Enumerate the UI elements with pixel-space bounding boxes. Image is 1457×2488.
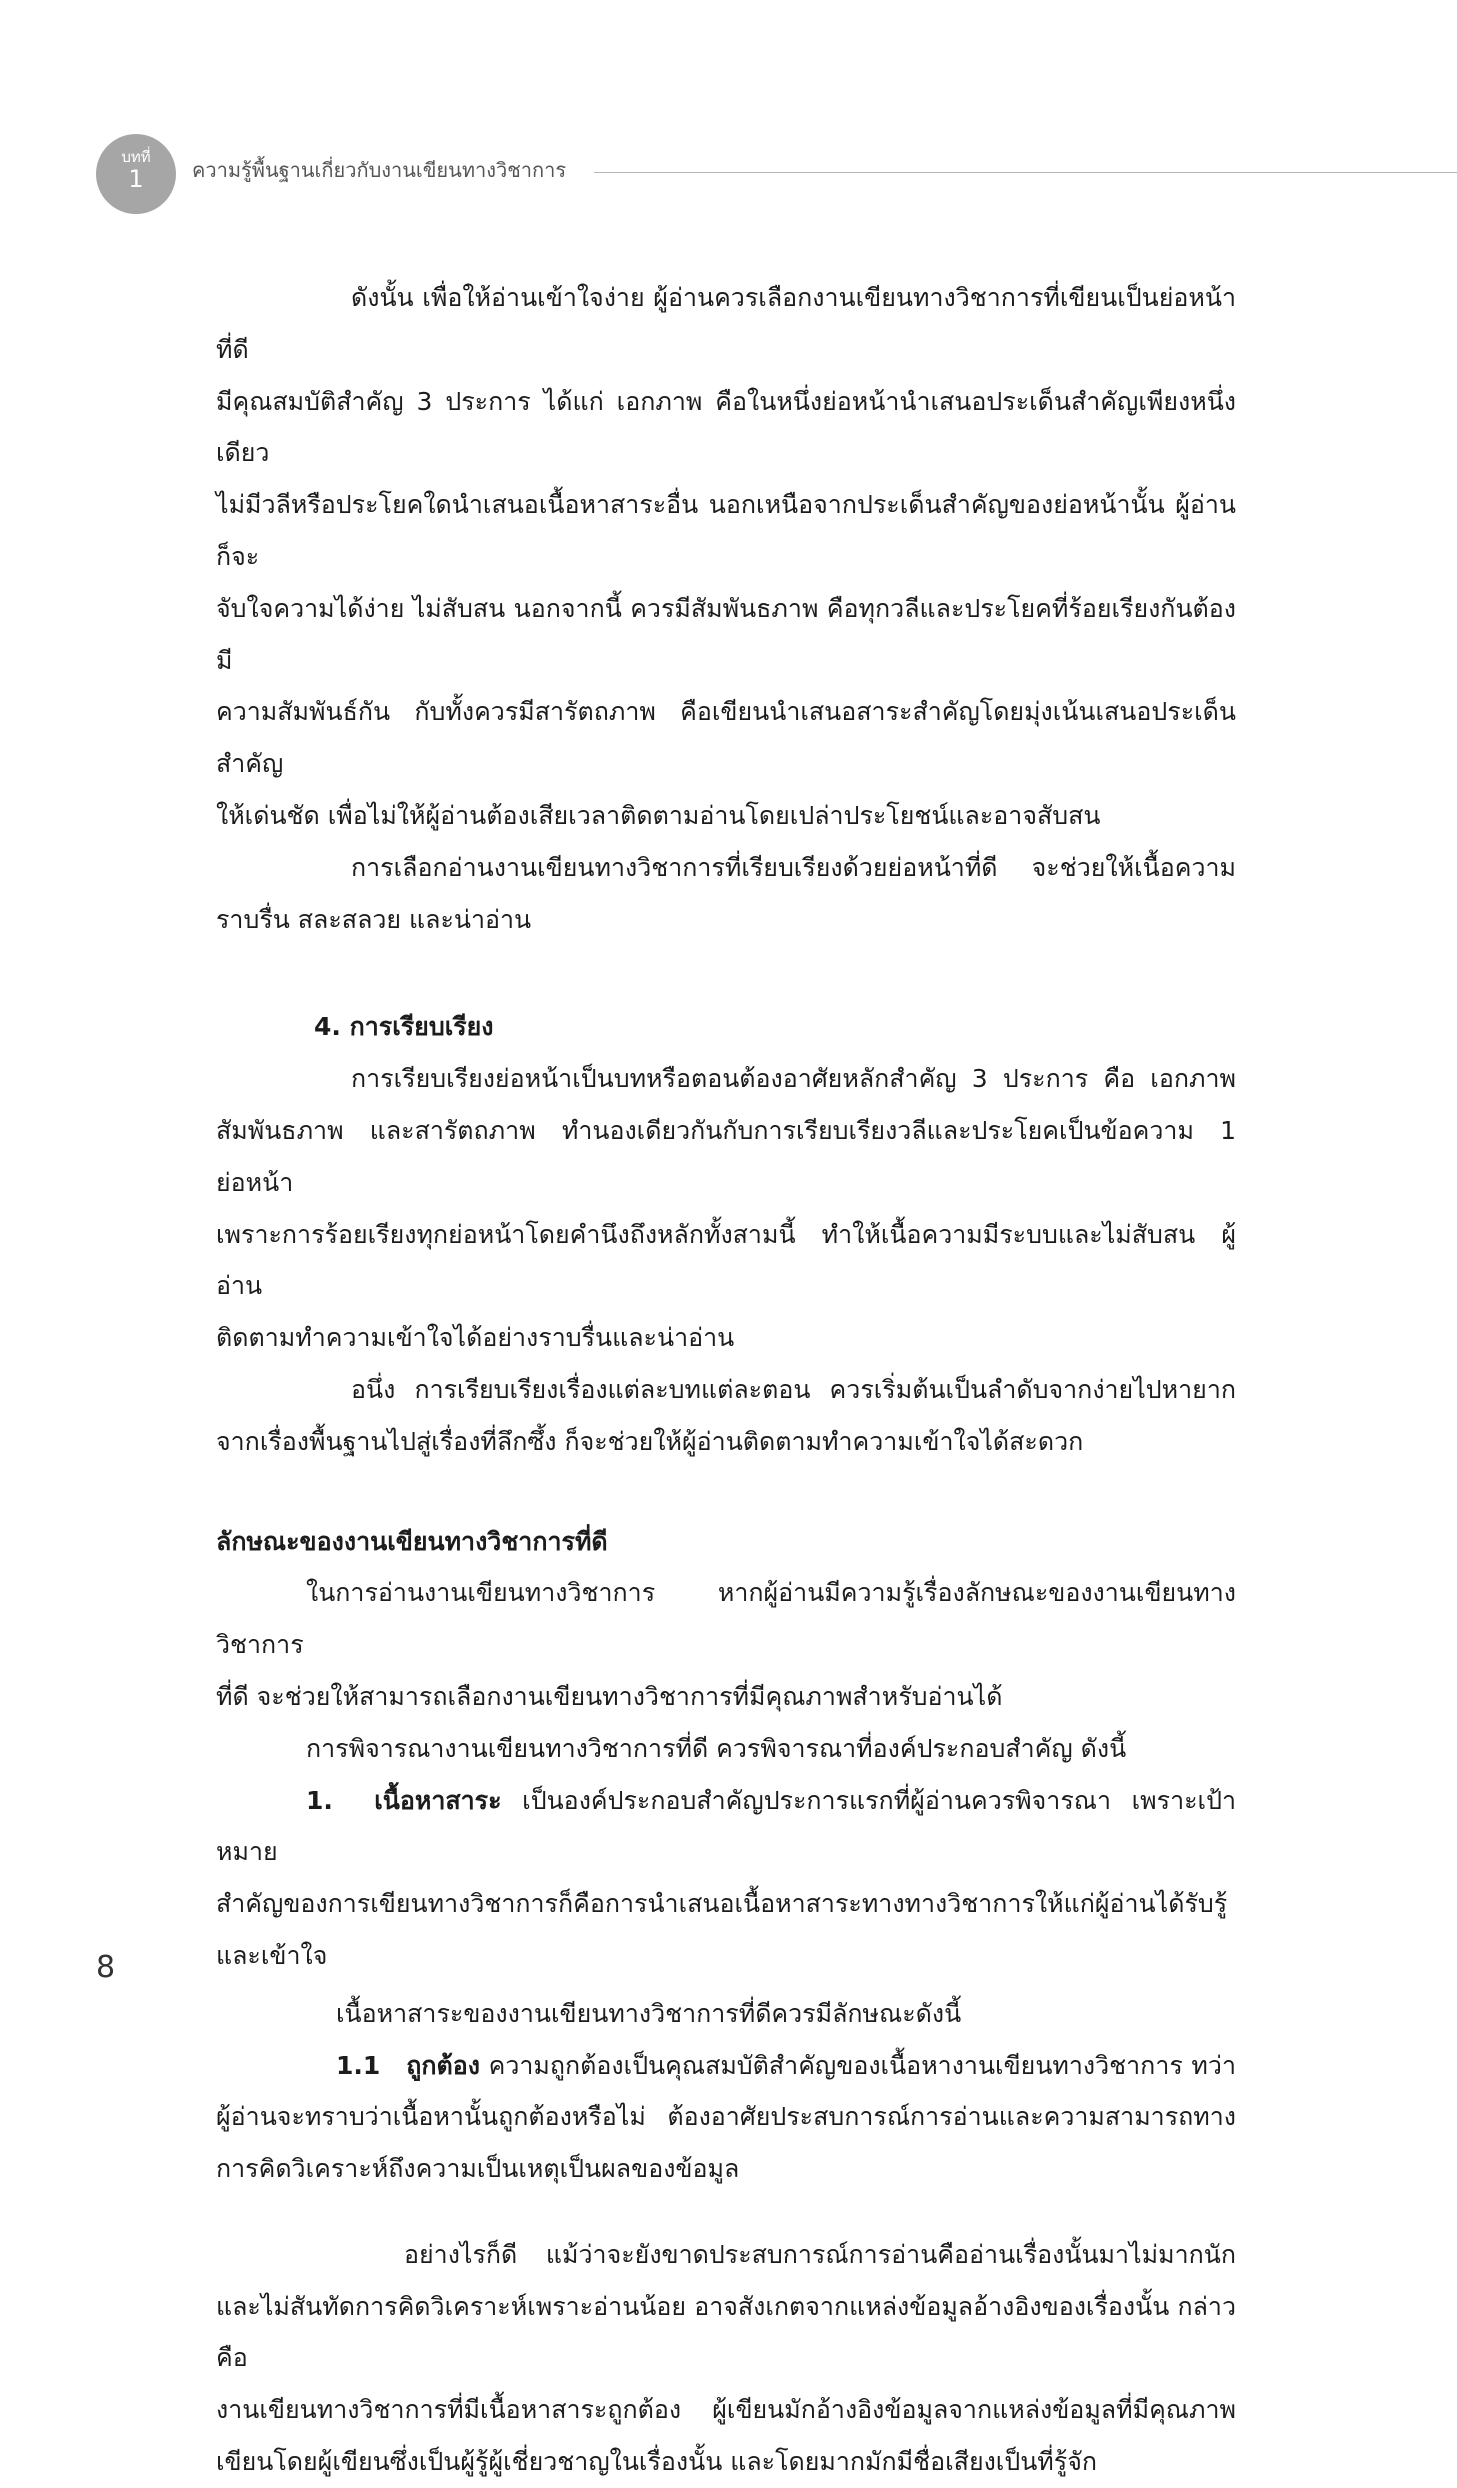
list-item-term: เนื้อหาสาระ — [374, 1785, 502, 1815]
chapter-badge — [96, 134, 176, 214]
paragraph-line: สำคัญของการเขียนทางวิชาการก็คือการนำเสนอเนื้อหาสาระทางทางวิชาการให้แก่ผู้อ่านได้รับรู้ — [216, 1889, 1228, 1919]
page-number: 8 — [96, 1950, 116, 1985]
chapter-label: บทที่ — [121, 148, 151, 166]
paragraph-spacer — [216, 2195, 1236, 2229]
paragraph-line: การพิจารณางานเขียนทางวิชาการที่ดี ควรพิจารณาที่องค์ประกอบสำคัญ ดังนี้ — [306, 1733, 1127, 1763]
paragraph-line: ติดตามทำความเข้าใจได้อย่างราบรื่นและน่าอ่าน — [216, 1323, 735, 1353]
paragraph-line: ราบรื่น สละสลวย และน่าอ่าน — [216, 904, 532, 934]
paragraph-line: มีคุณสมบัติสำคัญ 3 ประการ ได้แก่ เอกภาพ คือในหนึ่งย่อหน้านำเสนอประเด็นสำคัญเพียงหนึ่งเดียว — [216, 386, 1236, 468]
section-heading-arrangement: 4. การเรียบเรียง — [314, 1012, 494, 1042]
section-heading-good-writing: ลักษณะของงานเขียนทางวิชาการที่ดี — [216, 1526, 608, 1556]
paragraph-line: การเรียบเรียงย่อหน้าเป็นบทหรือตอนต้องอาศัยหลักสำคัญ 3 ประการ คือ เอกภาพ — [351, 1064, 1236, 1094]
sub-list-item-correct — [216, 2040, 1236, 2092]
paragraph-line: ดังนั้น เพื่อให้อ่านเข้าใจง่าย ผู้อ่านควรเลือกงานเขียนทางวิชาการที่เขียนเป็นย่อหน้าที่ดี — [216, 283, 1236, 364]
paragraph-line: ไม่มีวลีหรือประโยคใดนำเสนอเนื้อหาสาระอื่น นอกเหนือจากประเด็นสำคัญของย่อหน้านั้น ผู้อ่านก็จะ — [216, 490, 1236, 571]
paragraph-line: ให้เด่นชัด เพื่อไม่ให้ผู้อ่านต้องเสียเวลาติดตามอ่านโดยเปล่าประโยชน์และอาจสับสน — [216, 800, 1101, 830]
sub-list-item-number: 1.1 — [336, 2050, 381, 2080]
paragraph-line: สัมพันธภาพ และสารัตถภาพ ทำนองเดียวกันกับการเรียบเรียงวลีและประโยคเป็นข้อความ 1 ย่อหน้า — [216, 1115, 1236, 1197]
running-header-title: ความรู้พื้นฐานเกี่ยวกับงานเขียนทางวิชาการ — [192, 158, 567, 182]
list-item-number: 1. — [306, 1785, 333, 1815]
paragraph-line: อย่างไรก็ดี แม้ว่าจะยังขาดประสบการณ์การอ่านคืออ่านเรื่องนั้นมาไม่มากนัก — [404, 2239, 1236, 2269]
paragraph-line: เขียนโดยผู้เขียนซึ่งเป็นผู้รู้ผู้เชี่ยวชาญในเรื่องนั้น และโดยมากมักมีชื่อเสียงเป็นที่รู้จัก — [216, 2447, 1097, 2477]
paragraph-line: การเลือกอ่านงานเขียนทางวิชาการที่เรียบเรียงด้วยย่อหน้าที่ดี จะช่วยให้เนื้อความ — [351, 852, 1236, 882]
paragraph-line: การคิดวิเคราะห์ถึงความเป็นเหตุเป็นผลของข้อมูล — [216, 2154, 740, 2184]
chapter-number: 1 — [128, 165, 144, 193]
paragraph-line: จับใจความได้ง่าย ไม่สับสน นอกจากนี้ ควรมีสัมพันธภาพ คือทุกวลีและประโยคที่ร้อยเรียงกันต้องมี — [216, 593, 1236, 675]
sub-list-item-term: ถูกต้อง — [406, 2050, 480, 2080]
paragraph-line: ในการอ่านงานเขียนทางวิชาการ หากผู้อ่านมีความรู้เรื่องลักษณะของงานเขียนทางวิชาการ — [216, 1578, 1236, 1660]
list-item-text: เป็นองค์ประกอบสำคัญประการแรกที่ผู้อ่านควรพิจารณา เพราะเป้าหมาย — [216, 1785, 1236, 1867]
page-content — [216, 272, 1236, 2488]
paragraph-line: ความสัมพันธ์กัน กับทั้งควรมีสารัตถภาพ คือเขียนนำเสนอสาระสำคัญโดยมุ่งเน้นเสนอประเด็นสำคัญ — [216, 697, 1236, 779]
paragraph-line: งานเขียนทางวิชาการที่มีเนื้อหาสาระถูกต้อง ผู้เขียนมักอ้างอิงข้อมูลจากแหล่งข้อมูลที่มีคุณภาพ — [216, 2395, 1236, 2425]
header-divider — [594, 172, 1457, 173]
paragraph-line: ที่ดี จะช่วยให้สามารถเลือกงานเขียนทางวิชาการที่มีคุณภาพสำหรับอ่านได้ — [216, 1681, 1003, 1711]
paragraph-line: และไม่สันทัดการคิดวิเคราะห์เพราะอ่านน้อย อาจสังเกตจากแหล่งข้อมูลอ้างอิงของเรื่องนั้น กล่าวคือ — [216, 2291, 1236, 2373]
paragraph-line: และเข้าใจ — [216, 1940, 328, 1970]
paragraph-line: เพราะการร้อยเรียงทุกย่อหน้าโดยคำนึงถึงหลักทั้งสามนี้ ทำให้เนื้อความมีระบบและไม่สับสน ผู้อ่าน — [216, 1219, 1236, 1301]
paragraph-line: ผู้อ่านจะทราบว่าเนื้อหานั้นถูกต้องหรือไม่ ต้องอาศัยประสบการณ์การอ่านและความสามารถทาง — [216, 2102, 1236, 2132]
paragraph-line: เนื้อหาสาระของงานเขียนทางวิชาการที่ดีควรมีลักษณะดังนี้ — [336, 1998, 962, 2028]
paragraph-line: จากเรื่องพื้นฐานไปสู่เรื่องที่ลึกซึ้ง ก็จะช่วยให้ผู้อ่านติดตามทำความเข้าใจได้สะดวก — [216, 1426, 1084, 1456]
paragraph-line: อนึ่ง การเรียบเรียงเรื่องแต่ละบทแต่ละตอน ควรเริ่มต้นเป็นลำดับจากง่ายไปหายาก — [351, 1374, 1236, 1404]
section-spacer — [216, 945, 1236, 1001]
sub-list-item-text: ความถูกต้องเป็นคุณสมบัติสำคัญของเนื้อหางานเขียนทางวิชาการ ทว่า — [479, 2050, 1236, 2080]
section-spacer — [216, 1468, 1236, 1516]
list-item-content — [216, 1775, 1236, 1879]
